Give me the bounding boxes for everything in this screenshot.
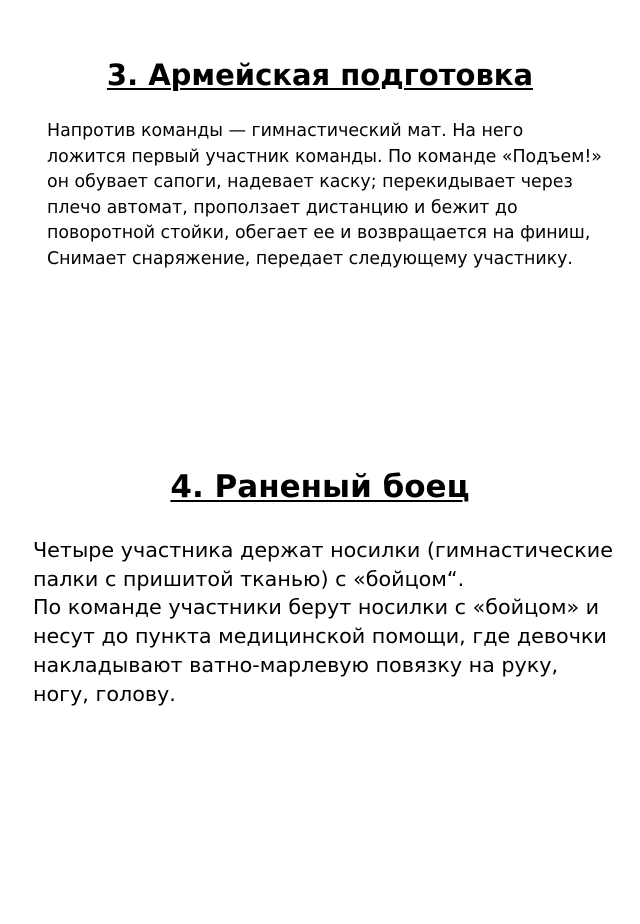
section-3-body: Напротив команды — гимнастический мат. На него ложится первый участник команды. По команде «Подъем!» он обувает сапоги, надевает каску; перекидывает через плечо автомат, проползает дистанцию и бежит до поворотной стойки, обегает ее и возвращается на финиш, Снимает снаряжение, передает следующему участнику. (47, 121, 602, 269)
section-4-body (33, 536, 618, 708)
section-4-title: 4. Раненый боец (170, 469, 470, 505)
section-4-paragraph-2: По команде участники берут носилки с «бойцом» и несут до пункта медицинской помощи, где девочки накладывают ватно-марлевую повязку на руку, ногу, голову. (33, 595, 607, 706)
section-3-title: 3. Армейская подготовка (106, 58, 534, 92)
section-4-paragraph-1: Четыре участника держат носилки (гимнастические палки с пришитой тканью) с «бойцом“. (33, 538, 613, 591)
